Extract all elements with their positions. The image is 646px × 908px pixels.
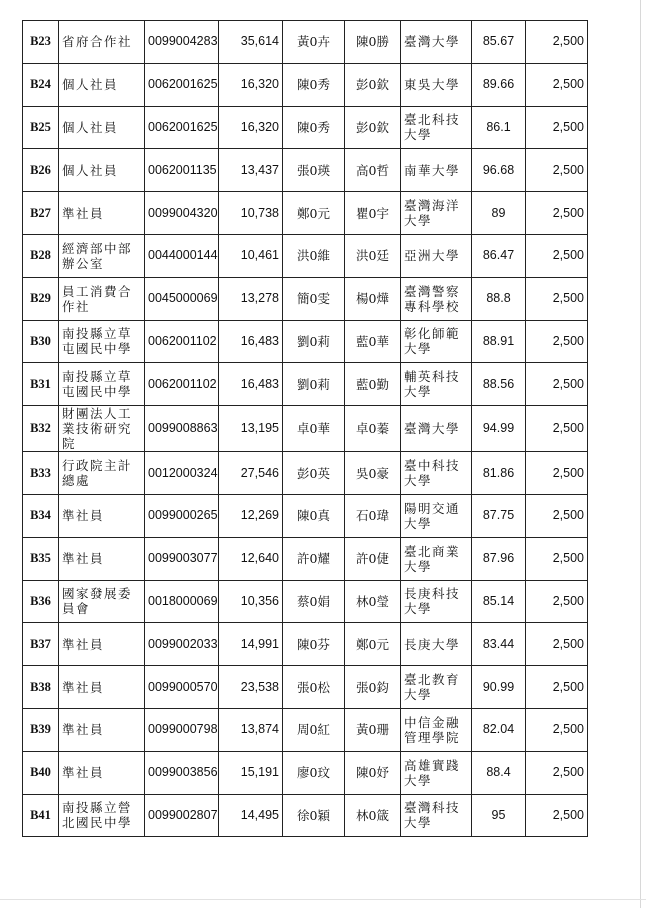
amount-cell: 13,437 [219,149,283,192]
amount-cell: 23,538 [219,666,283,709]
amount-cell: 12,269 [219,494,283,537]
student-name-cell: 林0瑩 [345,580,401,623]
amount-cell: 35,614 [219,21,283,64]
score-cell: 82.04 [472,708,526,751]
account-number-cell: 0099003077 [145,537,219,580]
row-id-cell: B28 [23,234,59,277]
table-row [23,708,588,751]
account-number-cell: 0099003856 [145,751,219,794]
amount-cell: 13,278 [219,277,283,320]
row-id-cell: B29 [23,277,59,320]
award-amount-cell: 2,500 [526,751,588,794]
account-number-cell: 0099002807 [145,794,219,837]
row-id-cell: B40 [23,751,59,794]
table-row [23,666,588,709]
award-amount-cell: 2,500 [526,106,588,149]
score-cell: 86.47 [472,234,526,277]
member-name-cell: 簡0雯 [283,277,345,320]
row-id-cell: B24 [23,63,59,106]
amount-cell: 13,874 [219,708,283,751]
row-id-cell: B30 [23,320,59,363]
org-name-cell: 準社員 [59,494,145,537]
award-amount-cell: 2,500 [526,277,588,320]
account-number-cell: 0062001625 [145,63,219,106]
member-name-cell: 蔡0娟 [283,580,345,623]
student-name-cell: 瞿0宇 [345,192,401,235]
award-amount-cell: 2,500 [526,708,588,751]
account-number-cell: 0062001135 [145,149,219,192]
member-name-cell: 劉0莉 [283,320,345,363]
school-name-cell: 南華大學 [401,149,472,192]
org-name-cell: 南投縣立草屯國民中學 [59,320,145,363]
member-name-cell: 張0瑛 [283,149,345,192]
account-number-cell: 0062001102 [145,320,219,363]
award-amount-cell: 2,500 [526,580,588,623]
member-name-cell: 卓0華 [283,406,345,452]
table-row [23,751,588,794]
member-name-cell: 廖0玟 [283,751,345,794]
school-name-cell: 陽明交通大學 [401,494,472,537]
scan-edge-bottom [0,899,646,900]
table-row [23,623,588,666]
account-number-cell: 0099000798 [145,708,219,751]
member-name-cell: 陳0秀 [283,106,345,149]
org-name-cell: 準社員 [59,666,145,709]
school-name-cell: 東吳大學 [401,63,472,106]
award-amount-cell: 2,500 [526,21,588,64]
scholarship-table [22,20,588,837]
school-name-cell: 臺北科技大學 [401,106,472,149]
school-name-cell: 臺灣海洋大學 [401,192,472,235]
amount-cell: 27,546 [219,452,283,495]
table-row [23,537,588,580]
score-cell: 88.4 [472,751,526,794]
account-number-cell: 0099000265 [145,494,219,537]
table-row [23,452,588,495]
student-name-cell: 高0哲 [345,149,401,192]
student-name-cell: 楊0燁 [345,277,401,320]
member-name-cell: 黃0卉 [283,21,345,64]
score-cell: 81.86 [472,452,526,495]
school-name-cell: 長庚大學 [401,623,472,666]
account-number-cell: 0099000570 [145,666,219,709]
row-id-cell: B25 [23,106,59,149]
student-name-cell: 許0倢 [345,537,401,580]
award-amount-cell: 2,500 [526,63,588,106]
org-name-cell: 準社員 [59,537,145,580]
table-row [23,21,588,64]
table-row [23,106,588,149]
org-name-cell: 南投縣立草屯國民中學 [59,363,145,406]
row-id-cell: B35 [23,537,59,580]
amount-cell: 16,320 [219,63,283,106]
org-name-cell: 準社員 [59,751,145,794]
student-name-cell: 鄭0元 [345,623,401,666]
amount-cell: 15,191 [219,751,283,794]
award-amount-cell: 2,500 [526,794,588,837]
scan-edge-right [640,0,641,908]
member-name-cell: 洪0維 [283,234,345,277]
school-name-cell: 亞洲大學 [401,234,472,277]
account-number-cell: 0062001102 [145,363,219,406]
award-amount-cell: 2,500 [526,363,588,406]
table-row [23,234,588,277]
amount-cell: 14,991 [219,623,283,666]
award-amount-cell: 2,500 [526,192,588,235]
account-number-cell: 0099002033 [145,623,219,666]
score-cell: 83.44 [472,623,526,666]
amount-cell: 10,356 [219,580,283,623]
row-id-cell: B32 [23,406,59,452]
student-name-cell: 藍0勤 [345,363,401,406]
table-row [23,149,588,192]
table-row [23,494,588,537]
member-name-cell: 陳0芬 [283,623,345,666]
org-name-cell: 個人社員 [59,106,145,149]
score-cell: 96.68 [472,149,526,192]
amount-cell: 16,320 [219,106,283,149]
score-cell: 90.99 [472,666,526,709]
table-row [23,320,588,363]
school-name-cell: 臺灣警察專科學校 [401,277,472,320]
school-name-cell: 臺灣大學 [401,406,472,452]
row-id-cell: B33 [23,452,59,495]
account-number-cell: 0012000324 [145,452,219,495]
account-number-cell: 0099004283 [145,21,219,64]
table-row [23,580,588,623]
row-id-cell: B37 [23,623,59,666]
school-name-cell: 臺灣大學 [401,21,472,64]
amount-cell: 13,195 [219,406,283,452]
org-name-cell: 個人社員 [59,149,145,192]
student-name-cell: 張0鈞 [345,666,401,709]
org-name-cell: 準社員 [59,192,145,235]
student-name-cell: 陳0勝 [345,21,401,64]
school-name-cell: 中信金融管理學院 [401,708,472,751]
amount-cell: 10,461 [219,234,283,277]
org-name-cell: 個人社員 [59,63,145,106]
row-id-cell: B41 [23,794,59,837]
row-id-cell: B39 [23,708,59,751]
amount-cell: 10,738 [219,192,283,235]
school-name-cell: 臺中科技大學 [401,452,472,495]
amount-cell: 16,483 [219,320,283,363]
amount-cell: 16,483 [219,363,283,406]
table-row [23,363,588,406]
row-id-cell: B38 [23,666,59,709]
award-amount-cell: 2,500 [526,149,588,192]
row-id-cell: B36 [23,580,59,623]
school-name-cell: 高雄實踐大學 [401,751,472,794]
org-name-cell: 員工消費合作社 [59,277,145,320]
row-id-cell: B23 [23,21,59,64]
table-row [23,63,588,106]
student-name-cell: 卓0蓁 [345,406,401,452]
org-name-cell: 財團法人工業技術研究院 [59,406,145,452]
score-cell: 85.14 [472,580,526,623]
table-row [23,277,588,320]
award-amount-cell: 2,500 [526,234,588,277]
score-cell: 89 [472,192,526,235]
student-name-cell: 彭0欽 [345,63,401,106]
score-cell: 88.8 [472,277,526,320]
org-name-cell: 省府合作社 [59,21,145,64]
award-amount-cell: 2,500 [526,406,588,452]
row-id-cell: B26 [23,149,59,192]
member-name-cell: 許0耀 [283,537,345,580]
award-amount-cell: 2,500 [526,537,588,580]
student-name-cell: 藍0華 [345,320,401,363]
student-name-cell: 吳0豪 [345,452,401,495]
member-name-cell: 陳0秀 [283,63,345,106]
student-name-cell: 彭0欽 [345,106,401,149]
table-row [23,192,588,235]
org-name-cell: 南投縣立營北國民中學 [59,794,145,837]
org-name-cell: 國家發展委員會 [59,580,145,623]
member-name-cell: 張0松 [283,666,345,709]
score-cell: 86.1 [472,106,526,149]
org-name-cell: 準社員 [59,623,145,666]
award-amount-cell: 2,500 [526,623,588,666]
award-amount-cell: 2,500 [526,452,588,495]
row-id-cell: B31 [23,363,59,406]
award-amount-cell: 2,500 [526,666,588,709]
score-cell: 87.75 [472,494,526,537]
account-number-cell: 0099008863 [145,406,219,452]
table-body [23,21,588,837]
member-name-cell: 徐0穎 [283,794,345,837]
row-id-cell: B27 [23,192,59,235]
member-name-cell: 鄭0元 [283,192,345,235]
score-cell: 88.91 [472,320,526,363]
org-name-cell: 準社員 [59,708,145,751]
score-cell: 95 [472,794,526,837]
school-name-cell: 臺灣科技大學 [401,794,472,837]
org-name-cell: 行政院主計總處 [59,452,145,495]
student-name-cell: 黃0珊 [345,708,401,751]
table-row [23,406,588,452]
score-cell: 87.96 [472,537,526,580]
school-name-cell: 輔英科技大學 [401,363,472,406]
student-name-cell: 洪0廷 [345,234,401,277]
account-number-cell: 0044000144 [145,234,219,277]
account-number-cell: 0018000069 [145,580,219,623]
school-name-cell: 彰化師範大學 [401,320,472,363]
award-amount-cell: 2,500 [526,494,588,537]
amount-cell: 12,640 [219,537,283,580]
member-name-cell: 周0紅 [283,708,345,751]
school-name-cell: 長庚科技大學 [401,580,472,623]
school-name-cell: 臺北教育大學 [401,666,472,709]
account-number-cell: 0099004320 [145,192,219,235]
score-cell: 89.66 [472,63,526,106]
amount-cell: 14,495 [219,794,283,837]
account-number-cell: 0062001625 [145,106,219,149]
score-cell: 94.99 [472,406,526,452]
score-cell: 85.67 [472,21,526,64]
member-name-cell: 劉0莉 [283,363,345,406]
member-name-cell: 彭0英 [283,452,345,495]
student-name-cell: 陳0妤 [345,751,401,794]
member-name-cell: 陳0真 [283,494,345,537]
student-name-cell: 石0瑋 [345,494,401,537]
org-name-cell: 經濟部中部辦公室 [59,234,145,277]
school-name-cell: 臺北商業大學 [401,537,472,580]
account-number-cell: 0045000069 [145,277,219,320]
table-row [23,794,588,837]
score-cell: 88.56 [472,363,526,406]
student-name-cell: 林0箴 [345,794,401,837]
award-amount-cell: 2,500 [526,320,588,363]
row-id-cell: B34 [23,494,59,537]
